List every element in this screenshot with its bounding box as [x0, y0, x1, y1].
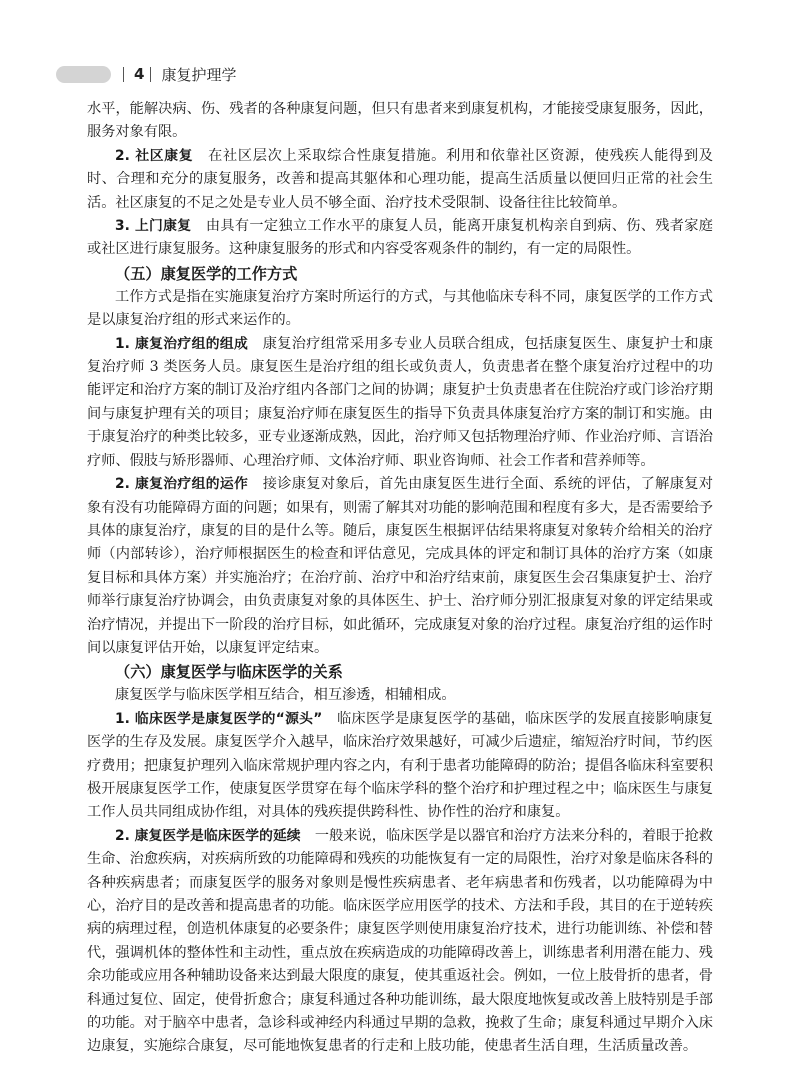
page-number: 4	[134, 65, 145, 83]
running-header	[56, 62, 236, 86]
paragraph-continuation: 水平，能解决病、伤、残者的各种康复问题，但只有患者来到康复机构，才能接受康复服务，因此，服务对象有限。	[87, 101, 713, 141]
section-heading: （五）康复医学的工作方式	[115, 264, 298, 283]
paragraph-text: 在社区层次上采取综合性康复措施。利用和依靠社区资源，使残疾人能得到及时、合理和充分的康复服务，改善和提高其躯体和心理功能，提高生活质量以便回归正常的社会生活。社区康复的不足之处是专业人员不够全面、治疗技术受限制、设备往往比较简单。	[87, 147, 713, 211]
paragraph-team-operation	[87, 473, 713, 660]
item-heading: 2. 社区康复	[115, 147, 194, 164]
paragraph-text: 一般来说，临床医学是以器官和治疗方法来分科的，着眼于抢救生命、治愈疾病，对疾病所致的功能障碍和残疾的功能恢复有一定的局限性，治疗对象是临床各科的各种疾病患者；而康复医学的服务对象则是慢性疾病患者、老年病患者和伤残者，以功能障碍为中心，治疗目的是改善和提高患者的功能。临床医学应用医学的技术、方法和手段，其目的在于逆转疾病的病理过程，创造机体康复的必要条件；康复医学则使用康复治疗技术，进行功能训练、补偿和替代，强调机体的整体性和主动性，重点放在疾病造成的功能障碍改善上，训练患者利用潜在能力、残余功能或应用各种辅助设备来达到最大限度的康复，使其重返社会。例如，一位上肢骨折的患者，骨科通过复位、固定，使骨折愈合；康复科通过各种功能训练，最大限度地恢复或改善上肢特别是手部的功能。对于脑卒中患者，急诊科或神经内科通过早期的急救，挽救了生命；康复科通过早期介入床边康复，实施综合康复，尽可能地恢复患者的行走和上肢功能，使患者生活自理，生活质量改善。	[87, 827, 713, 1055]
item-heading: 2. 康复治疗组的运作	[115, 476, 249, 493]
paragraph-team-composition	[87, 333, 713, 473]
paragraph-text: 康复治疗组常采用多专业人员联合组成，包括康复医生、康复护士和康复治疗师 3 类医务人员。康复医生是治疗组的组长或负责人，负责患者在整个康复治疗过程中的功能评定和治疗方案的制订及治疗组内各部门之间的协调；康复护士负责患者在住院治疗或门诊治疗期间与康复护理有关的项目；康复治疗师在康复医生的指导下负责具体康复治疗方案的制订和实施。由于康复治疗的种类比较多，亚专业逐渐成熟，因此，治疗师又包括物理治疗师、作业治疗师、言语治疗师、假肢与矫形器师、心理治疗师、文体治疗师、职业咨询师、社会工作者和营养师等。	[87, 335, 713, 469]
paragraph-rehab-continuation	[87, 825, 713, 1059]
running-title: 康复护理学	[161, 65, 237, 84]
paragraph-text: 临床医学是康复医学的基础，临床医学的发展直接影响康复医学的生存及发展。康复医学介入越早，临床治疗效果越好，可减少后遗症，缩短治疗时间，节约医疗费用；把康复护理列入临床常规护理内容之内，有利于患者功能障碍的防治；提倡各临床科室要积极开展康复医学工作，使康复医学贯穿在每个临床学科的整个治疗和护理过程之中；临床医生与康复工作人员共同组成协作组，对具体的残疾提供跨科性、协作性的治疗和康复。	[87, 710, 713, 821]
item-heading: 1. 临床医学是康复医学的“源头”	[115, 710, 323, 727]
paragraph-text: 由具有一定独立工作水平的康复人员，能离开康复机构亲自到病、伤、残者家庭或社区进行康复服务。这种康复服务的形式和内容受客观条件的制约，有一定的局限性。	[87, 218, 713, 258]
header-divider	[150, 67, 151, 82]
paragraph-home-rehab	[87, 215, 713, 262]
paragraph-relation-intro: 康复医学与临床医学相互结合，相互渗透，相辅相成。	[115, 687, 456, 704]
paragraph-text: 接诊康复对象后，首先由康复医生进行全面、系统的评估，了解康复对象有没有功能障碍方面的问题；如果有，则需了解其对功能的影响范围和程度有多大，是否需要给予具体的康复治疗，康复的目的是什么等。随后，康复医生根据评估结果将康复对象转介给相关的治疗师（内部转诊），治疗师根据医生的检查和评估意见，完成具体的评定和制订具体的治疗方案（如康复目标和具体方案）并实施治疗；在治疗前、治疗中和治疗结束前，康复医生会召集康复护士、治疗师举行康复治疗协调会，由负责康复对象的具体医生、护士、治疗师分别汇报康复对象的评定结果或治疗情况，并提出下一阶段的治疗目标，如此循环，完成康复对象的治疗过程。康复治疗组的运作时间以康复评估开始，以康复评定结束。	[87, 476, 713, 656]
section-heading: （六）康复医学与临床医学的关系	[115, 663, 343, 682]
page-body	[87, 98, 713, 1059]
item-heading: 3. 上门康复	[115, 218, 192, 235]
paragraph-clinical-source	[87, 708, 713, 825]
item-heading: 2. 康复医学是临床医学的延续	[115, 827, 301, 844]
item-heading: 1. 康复治疗组的组成	[115, 335, 249, 352]
header-decoration-bar	[56, 66, 111, 83]
paragraph-community-rehab	[87, 145, 713, 215]
header-divider	[123, 67, 124, 82]
paragraph-work-mode-intro: 工作方式是指在实施康复治疗方案时所运行的方式，与其他临床专科不同，康复医学的工作方式是以康复治疗组的形式来运作的。	[87, 288, 713, 329]
